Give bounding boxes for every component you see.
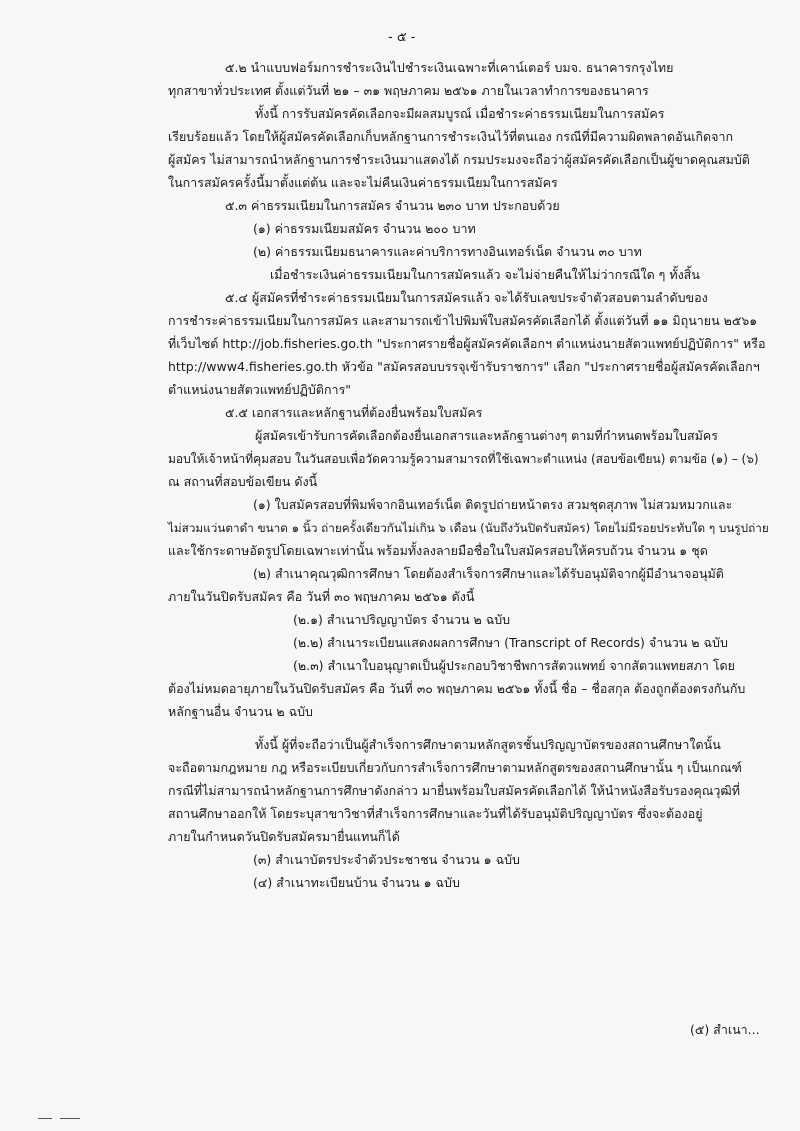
text-line: ๕.๓ ค่าธรรมเนียมในการสมัคร จำนวน ๒๓๐ บาท ประกอบด้วย	[225, 198, 560, 213]
bottom-edge-mark	[38, 1118, 52, 1119]
text-line: ที่เว็บไซต์ http://job.fisheries.go.th "ประกาศรายชื่อผู้สมัครคัดเลือกฯ ตำแหน่งนายสัตวแพทย์ปฏิบัติการ" หรือ	[168, 336, 766, 351]
text-line: ตำแหน่งนายสัตวแพทย์ปฏิบัติการ"	[168, 382, 352, 397]
text-line: จะถือตามกฎหมาย กฎ หรือระเบียบเกี่ยวกับการสำเร็จการศึกษาตามหลักสูตรของสถานศึกษานั้น ๆ เป็นเกณฑ์	[168, 760, 742, 775]
text-line: สถานศึกษาออกให้ โดยระบุสาขาวิชาที่สำเร็จการศึกษาและวันที่ได้รับอนุมัติปริญญาบัตร ซึ่งจะต้องอยู่	[168, 806, 703, 821]
text-line: ณ สถานที่สอบข้อเขียน ดังนี้	[168, 474, 318, 489]
text-line: (๔) สำเนาทะเบียนบ้าน จำนวน ๑ ฉบับ	[253, 875, 460, 890]
bottom-edge-mark	[60, 1118, 80, 1119]
text-line: ๕.๔ ผู้สมัครที่ชำระค่าธรรมเนียมในการสมัครแล้ว จะได้รับเลขประจำตัวสอบตามลำดับของ	[225, 290, 708, 305]
text-line: (๒.๑) สำเนาปริญญาบัตร จำนวน ๒ ฉบับ	[293, 612, 511, 627]
text-line: (๑) ค่าธรรมเนียมสมัคร จำนวน ๒๐๐ บาท	[253, 221, 476, 236]
text-line: ภายในกำหนดวันปิดรับสมัครมายื่นแทนก็ได้	[168, 829, 400, 844]
text-line: http://www4.fisheries.go.th หัวข้อ "สมัครสอบบรรจุเข้ารับราชการ" เลือก "ประกาศรายชื่อผู้สมัครคัดเลือกฯ	[168, 359, 760, 374]
text-line: (๑) ใบสมัครสอบที่พิมพ์จากอินเทอร์เน็ต ติดรูปถ่ายหน้าตรง สวมชุดสุภาพ ไม่สวมหมวกและ	[253, 497, 733, 512]
text-line: (๒) สำเนาคุณวุฒิการศึกษา โดยต้องสำเร็จการศึกษาและได้รับอนุมัติจากผู้มีอำนาจอนุมัติ	[253, 566, 724, 581]
text-line: ผู้สมัครเข้ารับการคัดเลือกต้องยื่นเอกสารและหลักฐานต่างๆ ตามที่กำหนดพร้อมใบสมัคร	[255, 428, 718, 443]
text-line: (๓) สำเนาบัตรประจำตัวประชาชน จำนวน ๑ ฉบับ	[253, 852, 520, 867]
text-line: เมื่อชำระเงินค่าธรรมเนียมในการสมัครแล้ว จะไม่จ่ายคืนให้ไม่ว่ากรณีใด ๆ ทั้งสิ้น	[270, 267, 700, 282]
section-heading: ๕.๕ เอกสารและหลักฐานที่ต้องยื่นพร้อมใบสมัคร	[225, 405, 483, 420]
text-line: ไม่สวมแว่นตาดำ ขนาด ๑ นิ้ว ถ่ายครั้งเดียวกันไม่เกิน ๖ เดือน (นับถึงวันปิดรับสมัคร) โดยไม่มีรอยประทับใด ๆ บนรูปถ่าย	[168, 521, 769, 535]
text-line: ภายในวันปิดรับสมัคร คือ วันที่ ๓๐ พฤษภาคม ๒๕๖๑ ดังนี้	[168, 589, 475, 604]
text-line: มอบให้เจ้าหน้าที่คุมสอบ ในวันสอบเพื่อวัดความรู้ความสามารถที่ใช้เฉพาะตำแหน่ง (สอบข้อเขียน) ตามข้อ (๑) – (๖)	[168, 452, 759, 466]
text-line: ผู้สมัคร ไม่สามารถนำหลักฐานการชำระเงินมาแสดงได้ กรมประมงจะถือว่าผู้สมัครคัดเลือกเป็นผู้ขาดคุณสมบัติ	[168, 152, 750, 167]
text-line: และใช้กระดาษอัดรูปโดยเฉพาะเท่านั้น พร้อมทั้งลงลายมือชื่อในใบสมัครสอบให้ครบถ้วน จำนวน ๑ ชุด	[168, 543, 708, 558]
text-line: ทุกสาขาทั่วประเทศ ตั้งแต่วันที่ ๒๑ – ๓๑ พฤษภาคม ๒๕๖๑ ภายในเวลาทำการของธนาคาร	[168, 83, 649, 98]
text-line: เรียบร้อยแล้ว โดยให้ผู้สมัครคัดเลือกเก็บหลักฐานการชำระเงินไว้ที่ตนเอง กรณีที่มีความผิดพลาดอันเกิดจาก	[168, 129, 734, 144]
text-line: การชำระค่าธรรมเนียมในการสมัคร และสามารถเข้าไปพิมพ์ใบสมัครคัดเลือกได้ ตั้งแต่วันที่ ๑๑ มิถุนายน ๒๕๖๑	[168, 313, 758, 328]
text-line: ทั้งนี้ ผู้ที่จะถือว่าเป็นผู้สำเร็จการศึกษาตามหลักสูตรชั้นปริญญาบัตรของสถานศึกษาใดนั้น	[255, 737, 721, 752]
text-line: กรณีที่ไม่สามารถนำหลักฐานการศึกษาดังกล่าว มายื่นพร้อมใบสมัครคัดเลือกได้ ให้นำหนังสือรับรองคุณวุฒิที่	[168, 783, 740, 798]
page-number: - ๕ -	[388, 30, 416, 45]
text-line: หลักฐานอื่น จำนวน ๒ ฉบับ	[168, 704, 313, 719]
text-line: ต้องไม่หมดอายุภายในวันปิดรับสมัคร คือ วันที่ ๓๐ พฤษภาคม ๒๕๖๑ ทั้งนี้ ชื่อ – ชื่อสกุล ต้องถูกต้องตรงกันกับ	[168, 681, 746, 696]
text-line: (๒.๓) สำเนาใบอนุญาตเป็นผู้ประกอบวิชาชีพการสัตวแพทย์ จากสัตวแพทยสภา โดย	[293, 658, 735, 673]
text-line: ๕.๒ นำแบบฟอร์มการชำระเงินไปชำระเงินเฉพาะที่เคาน์เตอร์ บมจ. ธนาคารกรุงไทย	[225, 60, 674, 75]
text-line: ในการสมัครครั้งนี้มาตั้งแต่ต้น และจะไม่คืนเงินค่าธรรมเนียมในการสมัคร	[168, 175, 558, 190]
text-line: (๒) ค่าธรรมเนียมธนาคารและค่าบริการทางอินเทอร์เน็ต จำนวน ๓๐ บาท	[253, 244, 642, 259]
text-line: (๒.๒) สำเนาระเบียนแสดงผลการศึกษา (Transcript of Records) จำนวน ๒ ฉบับ	[293, 635, 728, 650]
page-continuation: (๕) สำเนา...	[690, 1022, 760, 1037]
text-line: ทั้งนี้ การรับสมัครคัดเลือกจะมีผลสมบูรณ์ เมื่อชำระค่าธรรมเนียมในการสมัคร	[255, 106, 665, 121]
